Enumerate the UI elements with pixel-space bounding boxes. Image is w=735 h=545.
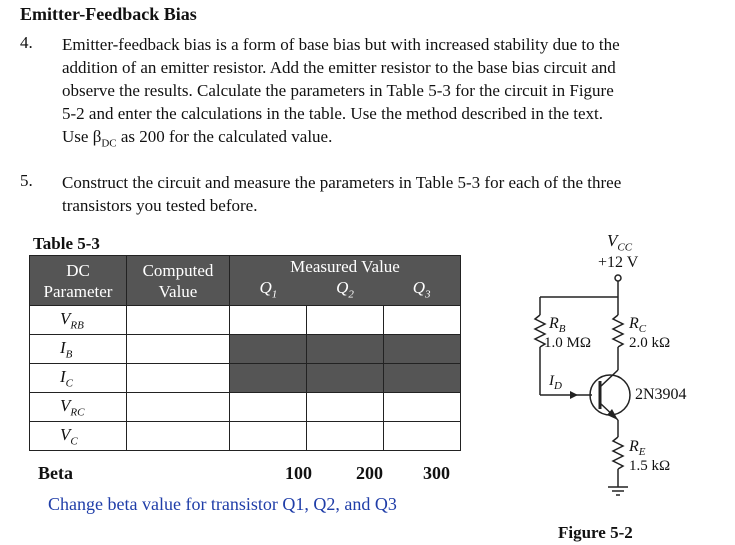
cell-q2-ib-shaded [307, 335, 384, 364]
beta-value-q1: 100 [285, 463, 312, 483]
step-4-line-3: observe the results. Calculate the parameters in Table 5-3 for the circuit in Figure [62, 81, 614, 100]
rb-label: $R_B$ [549, 315, 566, 336]
cell-q3-ib-shaded [384, 335, 461, 364]
table-title: Table 5-3 [33, 234, 100, 253]
vcc-terminal [615, 275, 621, 281]
step-5-line-1: Construct the circuit and measure the parameters in Table 5-3 for each of the three [62, 173, 622, 192]
step-4-line-5: Use $\beta_{DC}$ as 200 for the calculated value. [62, 127, 333, 150]
step-4-line-2: addition of an emitter resistor. Add the emitter resistor to the base bias circuit and [62, 58, 616, 77]
cell-q3-ic-shaded [384, 364, 461, 393]
cell-q2-vc[interactable] [307, 422, 384, 451]
cell-q1-vrc[interactable] [230, 393, 307, 422]
q3-label: $Q_3$ [412, 278, 431, 301]
rc-label: $R_C$ [629, 315, 647, 336]
cell-q2-ic-shaded [307, 364, 384, 393]
row-label-ic: $I_C$ [30, 364, 127, 393]
ib-label: $I_D$ [549, 373, 562, 392]
rc-value: 2.0 kΩ [629, 335, 671, 351]
base-current-arrow-icon [570, 391, 578, 399]
step-4-text [62, 33, 732, 155]
cell-q3-vc[interactable] [384, 422, 461, 451]
step-5-number: 5. [20, 171, 33, 190]
cell-q3-vrb[interactable] [384, 306, 461, 335]
step-4-number: 4. [20, 33, 33, 52]
row-label-ib: $I_B$ [30, 335, 127, 364]
section-heading: Emitter-Feedback Bias [20, 4, 197, 24]
q2-label: $Q_2$ [336, 278, 354, 301]
beta-value-q2: 200 [356, 463, 383, 483]
rc-resistor [613, 315, 623, 347]
table-row [30, 422, 461, 451]
table-row [30, 335, 461, 364]
table-row [30, 393, 461, 422]
header-measured-value: Measured Value $Q_1$ $Q_2$ $Q_3$ [230, 256, 461, 306]
cell-q2-vrb[interactable] [307, 306, 384, 335]
cell-q1-ic-shaded [230, 364, 307, 393]
cell-computed-ic[interactable] [127, 364, 230, 393]
re-resistor [613, 437, 623, 469]
beta-value-q3: 300 [423, 463, 450, 483]
figure-caption: Figure 5-2 [558, 523, 633, 542]
rb-value: 1.0 MΩ [544, 335, 591, 351]
cell-q3-vrc[interactable] [384, 393, 461, 422]
cell-computed-ib[interactable] [127, 335, 230, 364]
step-5-line-2: transistors you tested before. [62, 196, 258, 215]
row-label-vrb: $V_{RB}$ [30, 306, 127, 335]
cell-computed-vc[interactable] [127, 422, 230, 451]
cell-q2-vrc[interactable] [307, 393, 384, 422]
table-row [30, 364, 461, 393]
row-label-vc: $V_C$ [30, 422, 127, 451]
re-value: 1.5 kΩ [629, 458, 671, 474]
header-dc-parameter: DC Parameter [30, 256, 127, 306]
vcc-value: +12 V [598, 254, 639, 271]
cell-computed-vrb[interactable] [127, 306, 230, 335]
re-label: $R_E$ [629, 438, 646, 459]
step-4-line-4: 5-2 and enter the calculations in the table. Use the method described in the text. [62, 104, 603, 123]
transistor-label: 2N3904 [635, 386, 687, 403]
step-5-text [62, 171, 732, 217]
cell-q1-vrb[interactable] [230, 306, 307, 335]
step-4-line-1: Emitter-feedback bias is a form of base bias but with increased stability due to the [62, 35, 620, 54]
header-computed-value: Computed Value [127, 256, 230, 306]
q1-label: $Q_1$ [259, 278, 278, 301]
cell-computed-vrc[interactable] [127, 393, 230, 422]
cell-q1-ib-shaded [230, 335, 307, 364]
beta-change-note: Change beta value for transistor Q1, Q2, and Q3 [48, 494, 397, 514]
beta-label: Beta [38, 463, 73, 483]
cell-q1-vc[interactable] [230, 422, 307, 451]
row-label-vrc: $V_{RC}$ [30, 393, 127, 422]
vcc-label: $V_{CC}$ [607, 231, 633, 254]
table-row [30, 306, 461, 335]
parameter-table [29, 255, 461, 451]
transistor-2n3904-symbol [590, 375, 630, 415]
